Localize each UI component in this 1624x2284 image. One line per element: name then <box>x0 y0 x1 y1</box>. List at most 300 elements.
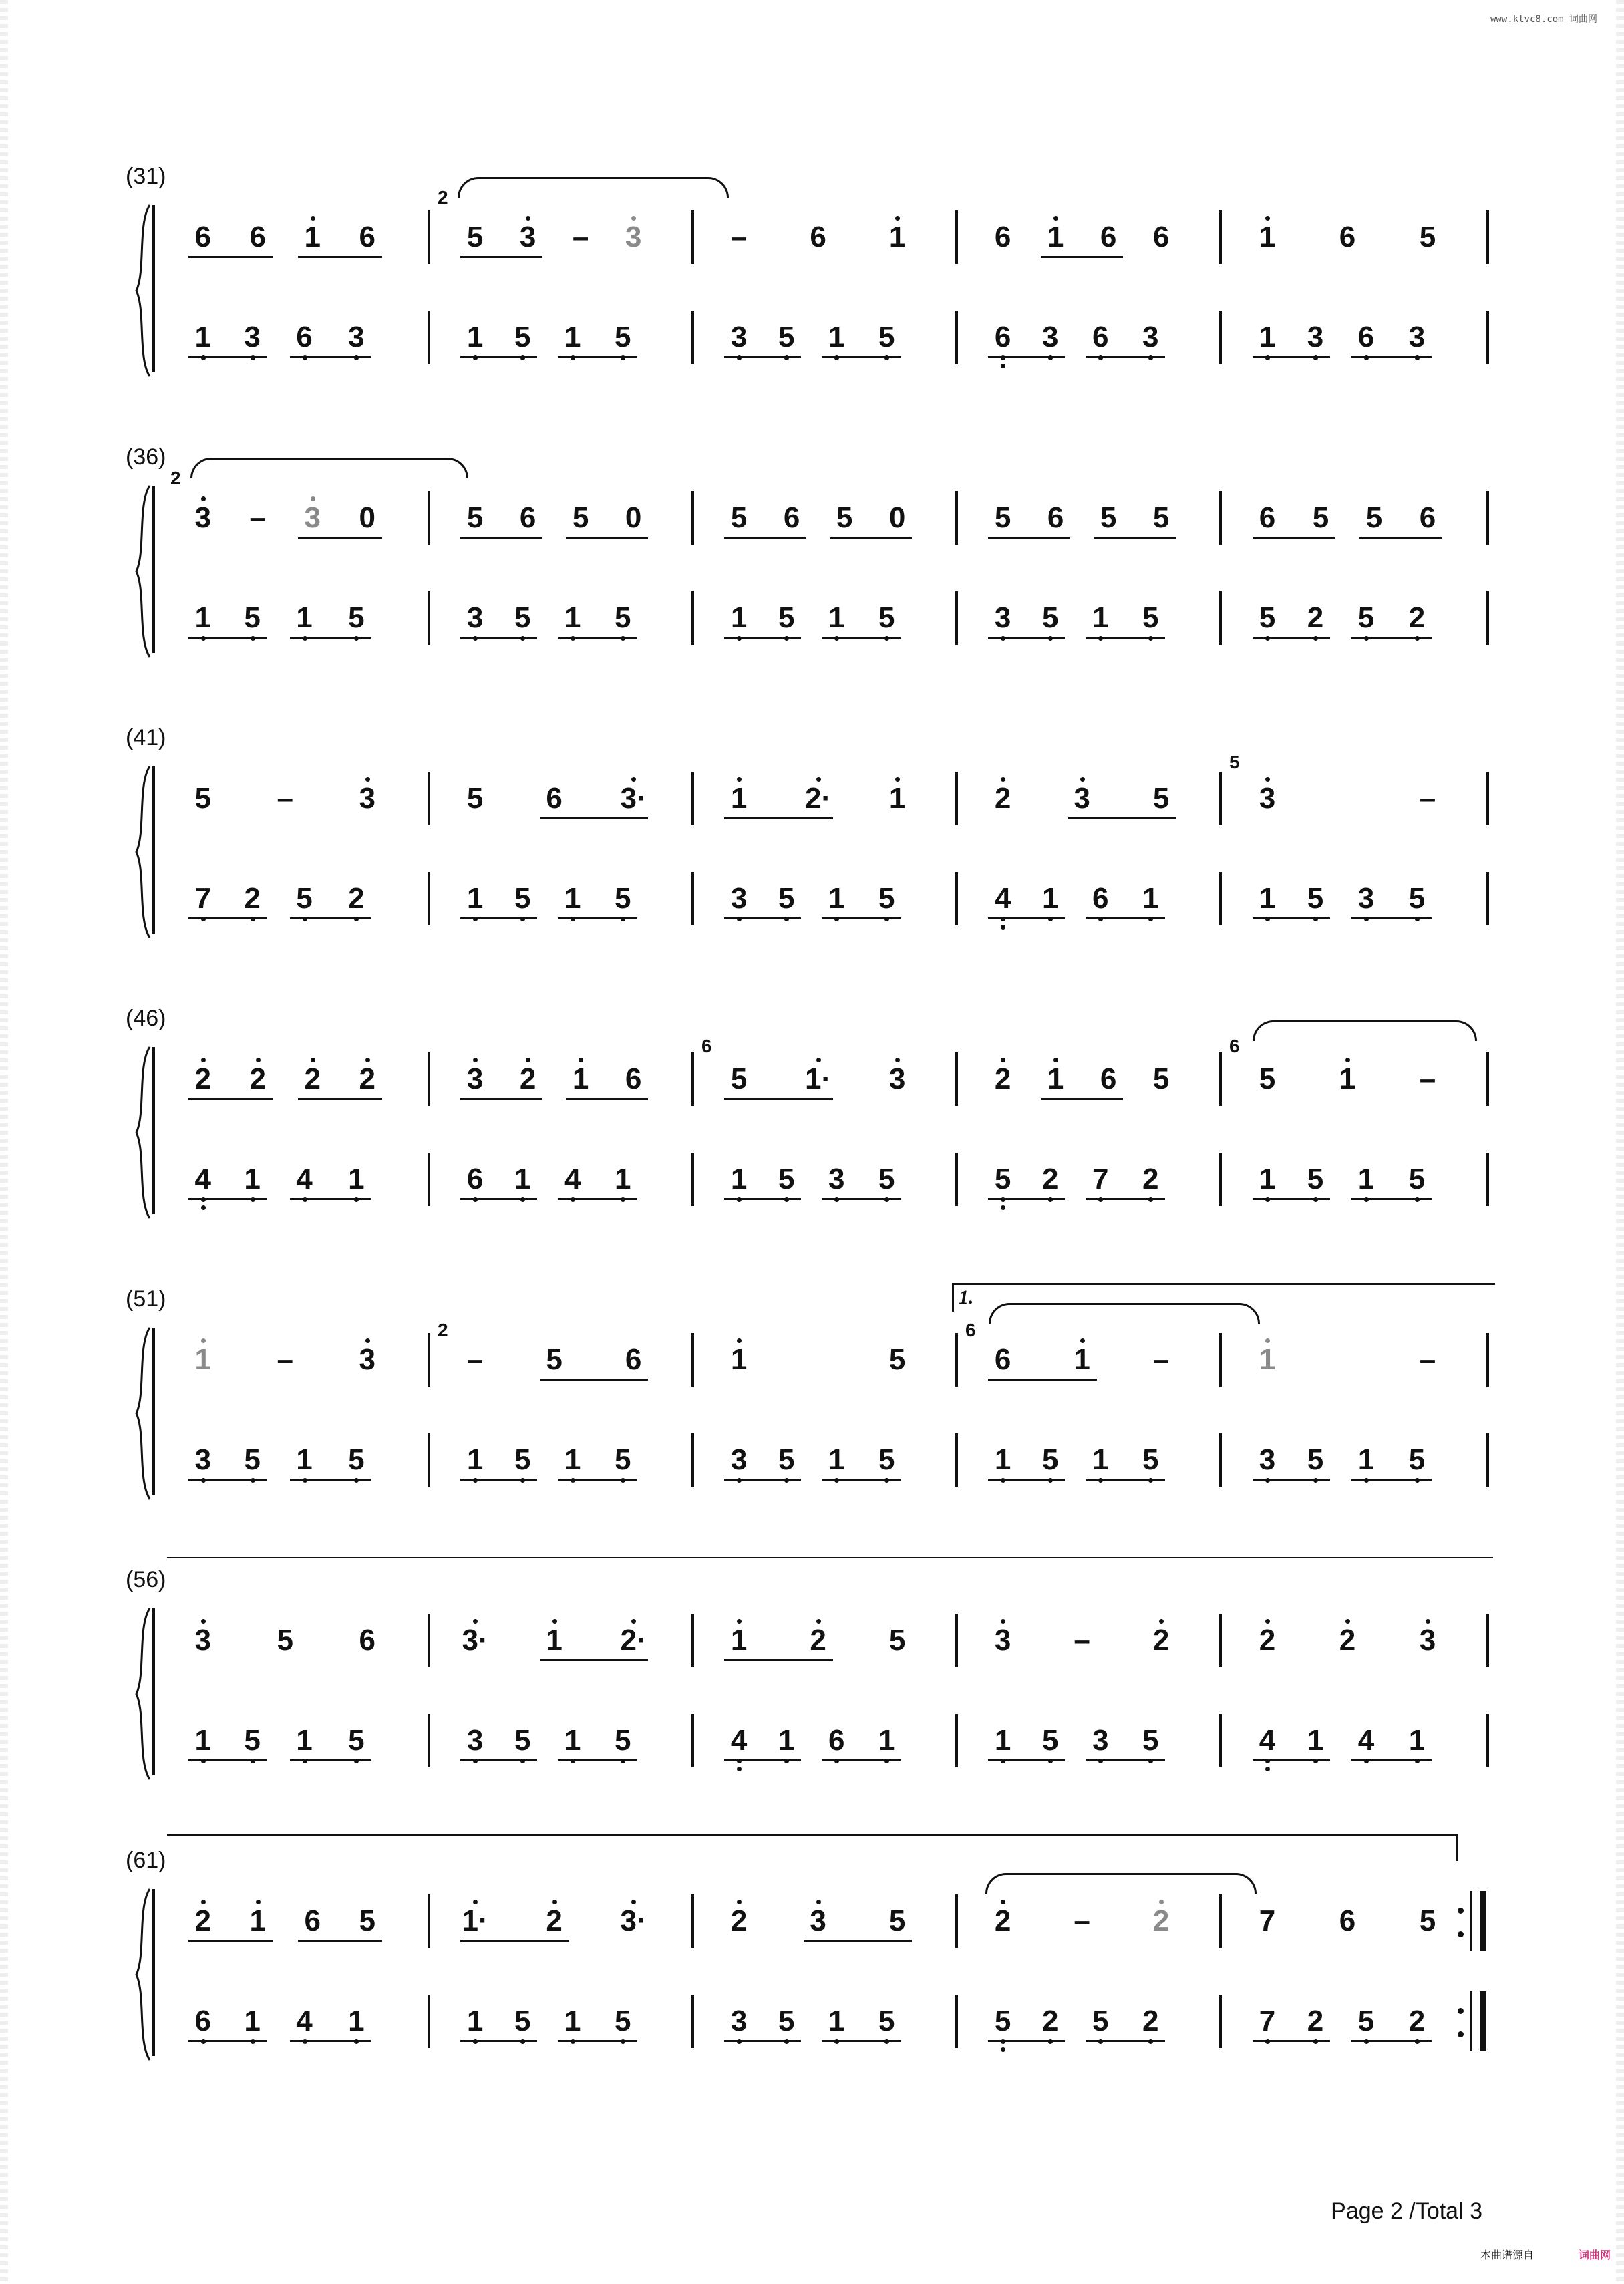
octave-up-dot <box>311 216 315 221</box>
note <box>341 321 371 353</box>
barline <box>1486 210 1489 264</box>
barline <box>1486 311 1489 364</box>
note <box>882 1063 913 1095</box>
note <box>771 602 802 634</box>
note-digit: 6 <box>1357 321 1375 353</box>
note <box>270 1624 301 1657</box>
octave-down-dot <box>1048 917 1053 921</box>
octave-down-dot <box>1048 2039 1053 2044</box>
note <box>1035 2005 1066 2037</box>
note <box>776 502 807 534</box>
note <box>607 1444 638 1476</box>
note <box>1300 1163 1331 1195</box>
beam-underline <box>188 917 267 919</box>
beam-underline <box>1351 637 1432 639</box>
beam-underline <box>724 637 801 639</box>
note-digit: 1 <box>1092 601 1109 634</box>
octave-down-dot-2 <box>1001 925 1005 930</box>
beam-underline <box>1351 356 1432 358</box>
beam-underline <box>188 356 267 358</box>
barline <box>691 1333 694 1387</box>
note <box>987 1444 1018 1476</box>
note-digit: 1 <box>1047 221 1064 253</box>
note <box>821 1725 852 1757</box>
note <box>270 1344 301 1376</box>
note-digit: 6 <box>625 1062 642 1095</box>
note-digit: 6 <box>249 221 267 253</box>
note <box>1085 883 1116 915</box>
note <box>821 602 852 634</box>
octave-down-dot <box>1415 1197 1420 1202</box>
note-digit: – <box>730 221 748 253</box>
octave-down-dot <box>251 1759 255 1763</box>
barline <box>955 591 958 645</box>
note <box>1402 321 1432 353</box>
octave-up-dot <box>1265 777 1270 782</box>
octave-up-dot <box>256 1058 261 1062</box>
note-digit: 5 <box>1041 1724 1059 1757</box>
octave-down-dot <box>1415 355 1420 360</box>
note-digit: 5 <box>348 601 365 634</box>
note-digit: 2 <box>1307 601 1324 634</box>
note <box>242 1905 273 1937</box>
octave-up-dot <box>1159 1900 1164 1904</box>
octave-down-dot <box>354 636 359 641</box>
note <box>460 1063 490 1095</box>
note-digit: 5 <box>1312 501 1329 534</box>
note-digit: 1 <box>304 221 321 253</box>
beam-underline <box>188 256 273 258</box>
beam-underline <box>298 1098 382 1100</box>
note <box>821 1444 852 1476</box>
note-digit: 1 <box>564 1443 581 1476</box>
octave-up-dot <box>1265 1338 1270 1343</box>
note <box>607 2005 638 2037</box>
barline <box>691 491 694 545</box>
note-digit: 3 <box>994 1624 1011 1657</box>
beam-underline <box>822 356 901 358</box>
note-digit: 5 <box>1408 882 1426 915</box>
octave-down-dot <box>251 636 255 641</box>
beam-underline <box>1094 537 1176 539</box>
note <box>507 1444 538 1476</box>
octave-down-dot <box>251 2039 255 2044</box>
note-digit: 6 <box>466 1163 484 1195</box>
note <box>1412 1905 1443 1937</box>
beam-underline <box>988 356 1065 358</box>
note <box>1040 502 1071 534</box>
note <box>289 1163 320 1195</box>
beam-underline <box>558 917 637 919</box>
note <box>237 883 268 915</box>
note <box>882 1905 913 1937</box>
note <box>1402 1725 1432 1757</box>
note-digit: 3 <box>466 601 484 634</box>
note-digit: 5 <box>615 882 631 915</box>
note <box>1085 1444 1116 1476</box>
beam-underline <box>988 1479 1065 1481</box>
barline <box>1219 591 1222 645</box>
note-digit: 1 <box>244 1163 261 1195</box>
barline <box>955 210 958 264</box>
barline <box>955 1052 958 1106</box>
note-digit: 3 <box>194 1624 212 1657</box>
note-digit: 5 <box>994 501 1011 534</box>
note-digit: 5 <box>546 1343 562 1376</box>
note-digit: 5 <box>1307 882 1324 915</box>
note <box>987 1344 1018 1376</box>
barline <box>1219 1333 1222 1387</box>
note-digit: 1 <box>244 2005 261 2037</box>
beam-underline <box>460 256 542 258</box>
octave-up-dot <box>473 1619 478 1624</box>
grace-note: 5 <box>1229 752 1240 772</box>
beam-underline <box>1253 356 1330 358</box>
note-digit: 1 <box>828 321 845 353</box>
note <box>987 1163 1018 1195</box>
note-digit: 5 <box>514 1724 531 1757</box>
barline <box>691 311 694 364</box>
note-digit: 3 <box>194 1443 212 1476</box>
note-digit: 5 <box>778 321 795 353</box>
brace-icon <box>132 1046 152 1220</box>
note <box>1412 1624 1443 1657</box>
octave-up-dot <box>1001 1900 1005 1904</box>
note <box>539 782 570 815</box>
note-digit: 5 <box>514 601 531 634</box>
note-digit: 5 <box>514 1443 531 1476</box>
note-digit: 1 <box>1092 1443 1109 1476</box>
note-digit: 2 <box>1142 2005 1159 2037</box>
note-digit: 1 <box>348 2005 365 2037</box>
octave-up-dot <box>526 216 530 221</box>
note <box>1135 602 1166 634</box>
beam-underline <box>1086 356 1165 358</box>
barline <box>428 1433 430 1487</box>
note-digit: 5 <box>1142 601 1159 634</box>
beam-underline <box>724 917 801 919</box>
note-digit: 2 <box>810 1624 826 1657</box>
octave-up-dot <box>365 1058 370 1062</box>
note <box>188 1624 218 1657</box>
measure-number: (46) <box>126 1006 166 1031</box>
note-digit: 1 <box>730 1343 748 1376</box>
measure-number: (56) <box>126 1567 166 1592</box>
note-digit: 3 <box>519 221 536 253</box>
beam-underline <box>298 1940 382 1942</box>
octave-up-dot <box>201 1338 206 1343</box>
note-digit: 5 <box>1100 501 1117 534</box>
system-4 <box>0 1006 1624 1206</box>
system-6 <box>0 1567 1624 1767</box>
beam-underline <box>1351 917 1432 919</box>
note-digit: 6 <box>625 1343 642 1376</box>
note-digit: 3 <box>466 1062 484 1095</box>
note-digit: 1· <box>805 1062 832 1095</box>
note <box>1351 883 1382 915</box>
note <box>557 2005 588 2037</box>
octave-up-dot <box>1265 1619 1270 1624</box>
note <box>1093 502 1124 534</box>
note-digit: 5 <box>514 882 531 915</box>
barline <box>428 491 430 545</box>
note <box>289 1725 320 1757</box>
note <box>512 221 543 253</box>
note-digit: 1 <box>828 1443 845 1476</box>
beam-underline <box>558 1759 637 1761</box>
note-digit: 4 <box>296 1163 313 1195</box>
beam-underline <box>566 537 648 539</box>
note-digit: 5 <box>778 1443 795 1476</box>
note-digit: 3 <box>1142 321 1159 353</box>
note <box>1305 502 1336 534</box>
barline <box>428 1052 430 1106</box>
note <box>1252 883 1283 915</box>
brace-icon <box>132 204 152 378</box>
note-digit: – <box>249 501 267 534</box>
note-digit: 2 <box>994 1062 1011 1095</box>
note <box>460 1725 490 1757</box>
note-digit: 1 <box>1357 1163 1375 1195</box>
note <box>557 1444 588 1476</box>
note <box>1146 782 1176 815</box>
note-digit: 4 <box>194 1163 212 1195</box>
note-digit: 5 <box>1419 221 1436 253</box>
beam-underline <box>540 817 649 819</box>
note-digit: 4 <box>1259 1724 1276 1757</box>
octave-down-dot-2 <box>1265 1767 1270 1771</box>
note <box>352 502 383 534</box>
note-digit: 1 <box>1259 321 1276 353</box>
octave-up-dot <box>1053 216 1058 221</box>
note-digit: 5 <box>466 501 484 534</box>
note-digit: 1 <box>466 2005 484 2037</box>
barline <box>691 591 694 645</box>
note <box>1252 1624 1283 1657</box>
note-digit: 6 <box>1419 501 1436 534</box>
note <box>1146 502 1176 534</box>
note-digit: 1 <box>1041 882 1059 915</box>
note <box>557 321 588 353</box>
beam-underline <box>290 917 371 919</box>
octave-down-dot <box>251 917 255 921</box>
note-digit: 5 <box>1408 1163 1426 1195</box>
note-digit: 2 <box>994 1904 1011 1937</box>
octave-down-dot <box>520 636 525 641</box>
note <box>341 602 371 634</box>
barline <box>691 1153 694 1206</box>
repeat-bar-thin <box>1470 1991 1472 2051</box>
note-digit: 3 <box>730 2005 748 2037</box>
note <box>1351 1163 1382 1195</box>
note-digit: 1 <box>194 1343 212 1376</box>
beam-underline <box>460 1479 537 1481</box>
beam-underline <box>1253 637 1330 639</box>
note-digit: 1 <box>194 601 212 634</box>
note <box>882 782 913 815</box>
note-digit: 5 <box>277 1624 294 1657</box>
note <box>1300 883 1331 915</box>
note-digit: 3 <box>359 1343 376 1376</box>
barline <box>955 491 958 545</box>
octave-up-dot <box>552 1619 557 1624</box>
note-digit: 1 <box>514 1163 531 1195</box>
beam-underline <box>1086 1479 1165 1481</box>
note <box>723 782 754 815</box>
note <box>1332 1063 1363 1095</box>
note-digit: 5 <box>1419 1904 1436 1937</box>
brace-icon <box>132 1888 152 2061</box>
note <box>237 2005 268 2037</box>
note <box>882 502 913 534</box>
octave-up-dot <box>1345 1058 1350 1062</box>
barline <box>691 1614 694 1667</box>
note-digit: 1 <box>296 1443 313 1476</box>
note-digit: 1 <box>466 882 484 915</box>
note-digit: 1 <box>1307 1724 1324 1757</box>
repeat-dot <box>1458 2031 1464 2037</box>
system-start-bar <box>152 766 155 934</box>
note <box>188 883 218 915</box>
note <box>1135 1725 1166 1757</box>
brace-icon <box>132 1326 152 1500</box>
beam-underline <box>1351 1759 1432 1761</box>
barline <box>1219 311 1222 364</box>
note-digit: 1 <box>296 601 313 634</box>
note-digit: 2 <box>1142 1163 1159 1195</box>
octave-up-dot <box>737 777 742 782</box>
note <box>1040 221 1071 253</box>
note-digit: 2 <box>1152 1904 1170 1937</box>
note <box>1085 1163 1116 1195</box>
note <box>1035 1725 1066 1757</box>
note <box>1300 2005 1331 2037</box>
octave-down-dot <box>354 355 359 360</box>
barline <box>955 311 958 364</box>
note <box>723 1905 754 1937</box>
barline <box>955 1153 958 1206</box>
octave-down-dot <box>1313 355 1318 360</box>
beam-underline <box>1359 537 1442 539</box>
note <box>618 502 649 534</box>
octave-down-dot <box>1148 2039 1153 2044</box>
beam-underline <box>188 2040 267 2042</box>
note <box>1035 602 1066 634</box>
beam-underline <box>1086 637 1165 639</box>
note <box>1252 1063 1283 1095</box>
note-digit: 5 <box>730 501 748 534</box>
note-digit: 3 <box>1419 1624 1436 1657</box>
note <box>289 602 320 634</box>
note-digit: 6 <box>546 782 562 815</box>
note-digit: 0 <box>625 501 642 534</box>
note-digit: 1 <box>564 882 581 915</box>
note-digit: – <box>277 782 294 815</box>
barline <box>428 591 430 645</box>
beam-underline <box>1253 917 1330 919</box>
barline <box>1486 1153 1489 1206</box>
note <box>565 502 596 534</box>
note-digit: – <box>1074 1904 1090 1937</box>
note <box>1135 321 1166 353</box>
note-digit: 1 <box>546 1624 562 1657</box>
note <box>242 221 273 253</box>
note <box>188 321 218 353</box>
note-digit: 5 <box>615 601 631 634</box>
note <box>1402 1444 1432 1476</box>
beam-underline <box>1253 2040 1330 2042</box>
note-digit: 5 <box>778 601 795 634</box>
note-digit: 1 <box>888 782 906 815</box>
note-digit: 1 <box>1047 1062 1064 1095</box>
note <box>507 602 538 634</box>
note <box>352 1905 383 1937</box>
beam-underline <box>1086 1759 1165 1761</box>
note <box>1146 1624 1176 1657</box>
octave-up-dot <box>1001 777 1005 782</box>
beam-underline <box>460 2040 537 2042</box>
note-digit: 3 <box>888 1062 906 1095</box>
note <box>1252 1344 1283 1376</box>
octave-up-dot <box>1159 1619 1164 1624</box>
tie-slur <box>985 1873 1257 1894</box>
note <box>771 1163 802 1195</box>
octave-up-dot <box>737 1619 742 1624</box>
barline <box>428 772 430 825</box>
note-digit: 5 <box>1365 501 1383 534</box>
note <box>803 1905 834 1937</box>
note <box>188 602 218 634</box>
note <box>188 1063 218 1095</box>
note <box>188 1905 218 1937</box>
note <box>352 782 383 815</box>
octave-down-dot <box>251 355 255 360</box>
note-digit: 5 <box>1142 1724 1159 1757</box>
beam-underline <box>724 537 806 539</box>
note <box>1252 221 1283 253</box>
note-digit: 3 <box>1307 321 1324 353</box>
note <box>289 2005 320 2037</box>
note <box>1412 221 1443 253</box>
note-digit: 1 <box>564 601 581 634</box>
measure-number: (36) <box>126 444 166 470</box>
note <box>539 1344 570 1376</box>
note-digit: 2 <box>1152 1624 1170 1657</box>
octave-up-dot <box>311 496 315 501</box>
note-digit: 3 <box>828 1163 845 1195</box>
note <box>821 321 852 353</box>
barline <box>1219 1995 1222 2048</box>
note <box>1040 1063 1071 1095</box>
note <box>618 1344 649 1376</box>
octave-down-dot <box>1313 2039 1318 2044</box>
note <box>341 1725 371 1757</box>
beam-underline <box>460 356 537 358</box>
octave-up-dot <box>1053 1058 1058 1062</box>
note <box>607 883 638 915</box>
note-digit: 1 <box>249 1904 267 1937</box>
note-digit: 5 <box>1152 501 1170 534</box>
note <box>618 1624 649 1657</box>
note-digit: 3 <box>359 782 376 815</box>
octave-up-dot <box>631 1619 636 1624</box>
site-watermark: www.ktvc8.com 词曲网 <box>1490 14 1597 25</box>
note-digit: 5 <box>1092 2005 1109 2037</box>
note <box>723 2005 754 2037</box>
note-digit: 2 <box>194 1904 212 1937</box>
note <box>771 321 802 353</box>
note <box>871 883 902 915</box>
